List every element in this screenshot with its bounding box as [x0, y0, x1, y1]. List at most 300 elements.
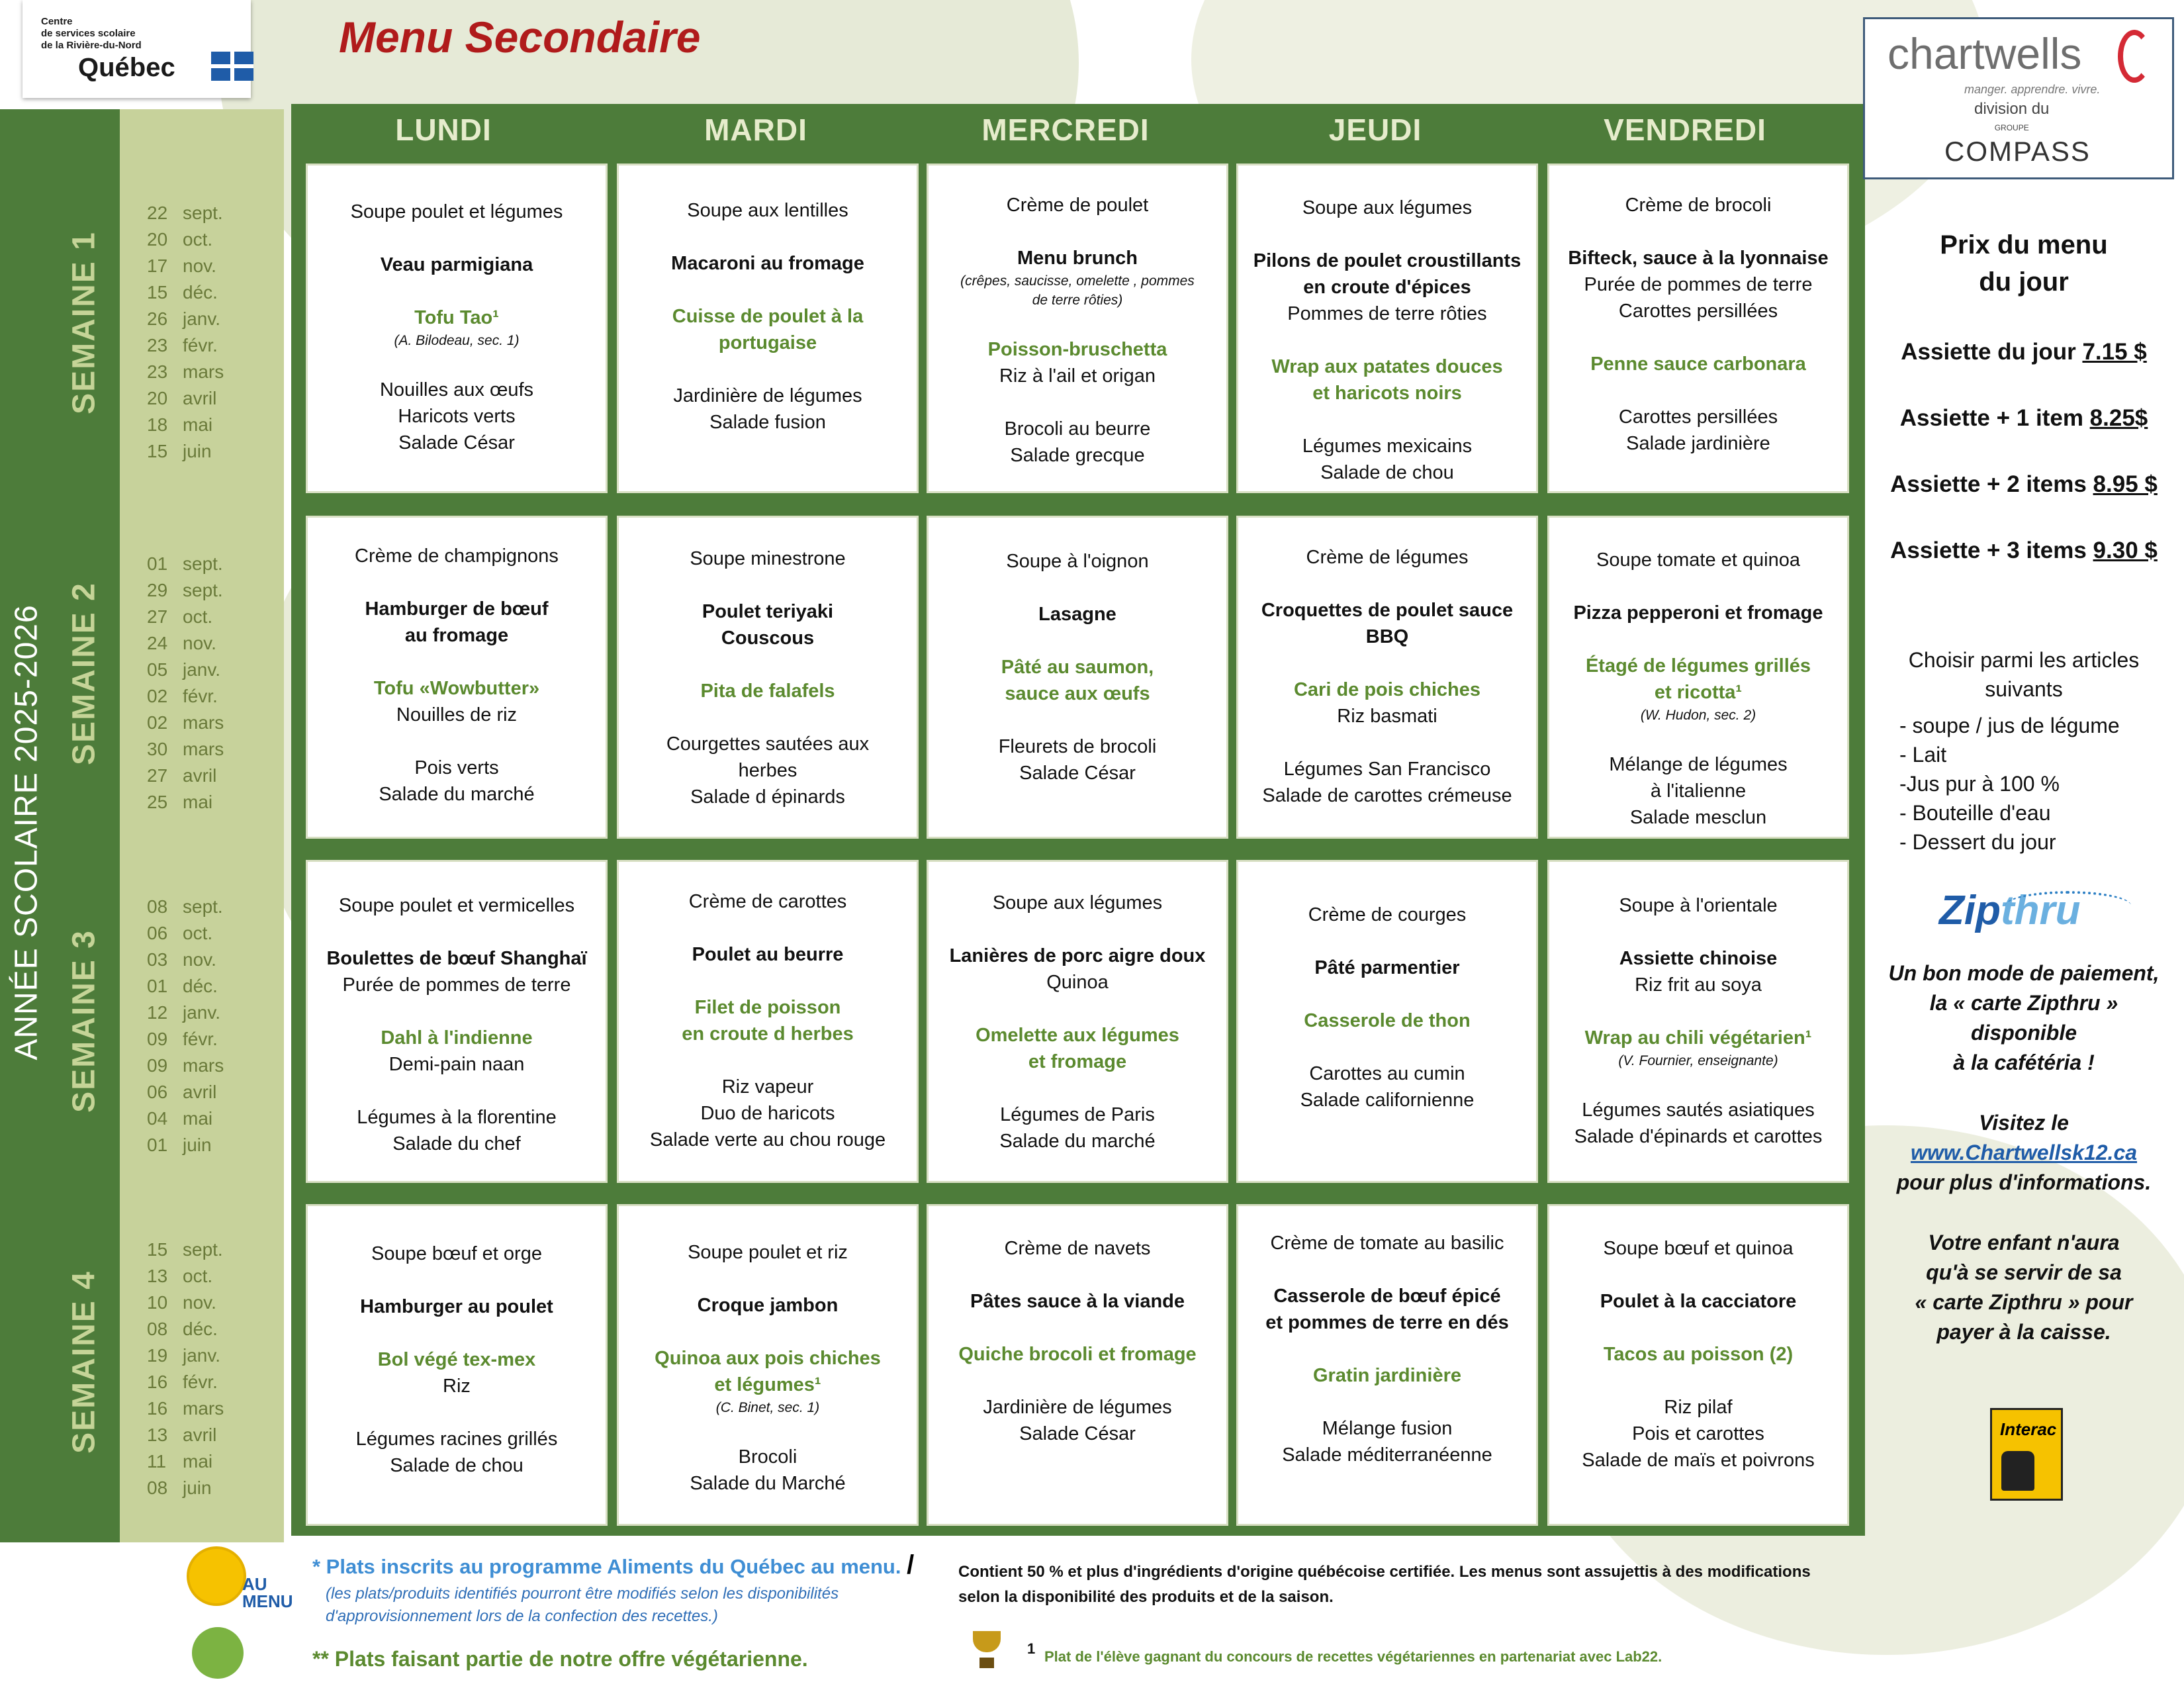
menu-item: Jardinière de légumes [673, 385, 862, 406]
spacer [929, 1315, 1226, 1341]
date-day: 03 [147, 949, 168, 970]
date-month: mars [183, 739, 224, 759]
menu-item: Salade d'épinards et carottes [1574, 1126, 1823, 1147]
spacer [1238, 571, 1536, 597]
vegetarian-dish: Wrap aux patates douces [1271, 356, 1503, 377]
main-dish: Macaroni au fromage [671, 253, 864, 274]
price-value: 8.25$ [2089, 405, 2148, 431]
price-row [1873, 538, 2175, 564]
menu-cell-content [619, 197, 917, 436]
date-month: févr. [183, 686, 218, 706]
division-line: GROUPE [1994, 123, 2029, 132]
menu-cell-content [1238, 902, 1536, 1113]
menu-cell-content [308, 199, 606, 456]
spacer [1549, 1262, 1847, 1288]
menu-item: Salade grecque [1010, 445, 1145, 466]
date-day: 23 [147, 361, 168, 382]
main-dish: Lanières de porc aigre doux [949, 945, 1206, 966]
week-dates [147, 894, 224, 1158]
date-row [147, 710, 224, 736]
menu-item: herbes [738, 760, 797, 781]
vegetarian-dish: Tofu «Wowbutter» [373, 678, 540, 699]
menu-item: Salade méditerranéenne [1282, 1444, 1492, 1466]
dish-note: (V. Fournier, enseignante) [1618, 1053, 1778, 1068]
date-row [147, 332, 224, 359]
menu-item: Crème de courges [1308, 904, 1467, 925]
menu-item: Mélange fusion [1322, 1418, 1453, 1439]
week-dates [147, 551, 224, 816]
org-line: de la Rivière-du-Nord [41, 40, 142, 51]
spacer [308, 350, 606, 377]
main-dish: Hamburger de bœuf [365, 598, 549, 620]
footer-sup: 1 [1027, 1640, 1036, 1657]
date-month: nov. [183, 256, 216, 276]
date-day: 19 [147, 1345, 168, 1366]
date-row [147, 1263, 224, 1289]
date-day: 08 [147, 1319, 168, 1339]
spacer [1238, 981, 1536, 1008]
date-day: 20 [147, 229, 168, 250]
menu-item: Duo de haricots [700, 1103, 835, 1124]
spacer [1238, 650, 1536, 677]
price-value: 9.30 $ [2093, 538, 2158, 563]
date-row [147, 1053, 224, 1079]
date-day: 15 [147, 282, 168, 303]
vegetarian-dish: et haricots noirs [1312, 383, 1462, 404]
spacer [308, 1078, 606, 1104]
choose-items [1899, 711, 2120, 857]
main-dish: Pâté parmentier [1314, 957, 1460, 978]
spacer [1238, 327, 1536, 353]
date-month: avril [183, 765, 217, 786]
footer-content-line: Contient 50 % et plus d'ingrédients d'origine québécoise certifiée. Les menus sont assujettis à des modifications [958, 1563, 1811, 1581]
visit-line: pour plus d'informations. [1896, 1170, 2152, 1194]
vegetarian-dish: Pita de falafels [700, 680, 835, 702]
menu-cell [1236, 164, 1538, 493]
vegetarian-dish: Poisson-bruschetta [987, 339, 1167, 360]
menu-item: Salade de chou [390, 1455, 523, 1476]
date-row [147, 894, 224, 920]
date-day: 06 [147, 1082, 168, 1102]
date-day: 13 [147, 1425, 168, 1445]
menu-item: Mélange de légumes [1609, 754, 1788, 775]
date-row [147, 438, 224, 465]
menu-item: Soupe minestrone [690, 548, 846, 569]
spacer [308, 649, 606, 675]
chartwells-logo [1863, 17, 2174, 179]
menu-cell-content [929, 1235, 1226, 1447]
spacer [308, 225, 606, 252]
date-day: 12 [147, 1002, 168, 1023]
footer-note-aq [312, 1550, 914, 1580]
date-month: déc. [183, 1319, 218, 1339]
footer-note-content [958, 1560, 1811, 1610]
footer-note-text: * Plats inscrits au programme Aliments du Québec au menu. [312, 1555, 901, 1578]
spacer [619, 915, 917, 941]
menu-cell [306, 860, 608, 1183]
main-dish: Couscous [721, 628, 815, 649]
vegetarian-dish: Bol végé tex-mex [377, 1349, 536, 1370]
price-row [1873, 405, 2175, 432]
menu-item: Nouilles de riz [396, 704, 518, 726]
dish-note: (C. Binet, sec. 1) [715, 1400, 820, 1415]
main-dish: au fromage [404, 625, 509, 646]
date-row [147, 200, 224, 226]
menu-cell [1236, 516, 1538, 839]
menu-item: Crème de poulet [1006, 195, 1149, 216]
week-label [66, 582, 102, 765]
menu-cell-content [308, 1241, 606, 1479]
menu-item: Soupe aux lentilles [687, 200, 848, 221]
price-label: Assiette du jour [1901, 339, 2083, 365]
main-dish: Croquettes de poulet sauce [1261, 600, 1514, 621]
date-month: mars [183, 712, 224, 733]
date-day: 01 [147, 976, 168, 996]
menu-item: Crème de tomate au basilic [1270, 1233, 1504, 1254]
vegetarian-dish: et légumes¹ [714, 1374, 821, 1395]
date-day: 22 [147, 203, 168, 223]
date-day: 11 [147, 1451, 167, 1472]
menu-item: Salade du chef [392, 1133, 521, 1154]
date-row [147, 947, 224, 973]
date-day: 05 [147, 659, 168, 680]
menu-cell-content [619, 1239, 917, 1497]
menu-item: Soupe aux légumes [1302, 197, 1473, 218]
date-row [147, 577, 224, 604]
date-row [147, 1237, 224, 1263]
spacer [929, 1075, 1226, 1102]
spacer [619, 224, 917, 250]
spacer [929, 218, 1226, 245]
week-label-text: SEMAINE 4 [66, 1270, 102, 1454]
date-day: 02 [147, 712, 168, 733]
main-dish: Poulet au beurre [692, 944, 844, 965]
list-item: - Lait [1899, 743, 1947, 767]
main-dish: Lasagne [1038, 604, 1116, 625]
day-name: JEUDI [1328, 113, 1422, 147]
menu-cell [306, 164, 608, 493]
date-day: 09 [147, 1055, 168, 1076]
spacer [1238, 1336, 1536, 1362]
menu-cell-content [929, 548, 1226, 786]
vegetarian-dish: Tacos au poisson (2) [1603, 1344, 1794, 1365]
date-day: 01 [147, 1135, 168, 1155]
date-day: 25 [147, 792, 168, 812]
menu-item: Brocoli [738, 1446, 797, 1468]
date-month: déc. [183, 282, 218, 303]
spacer [1549, 626, 1847, 653]
menu-item: Soupe bœuf et quinoa [1603, 1238, 1794, 1259]
menu-item: Légumes sautés asiatiques [1582, 1100, 1815, 1121]
main-dish: Croque jambon [697, 1295, 839, 1316]
price-label: Assiette + 2 items [1890, 471, 2093, 497]
menu-item: Purée de pommes de terre [342, 974, 571, 996]
spacer [1549, 919, 1847, 945]
date-month: sept. [183, 580, 223, 600]
menu-item: Jardinière de légumes [983, 1397, 1172, 1418]
org-line: Centre [41, 16, 73, 27]
price-title-line: du jour [1979, 267, 2069, 297]
date-row [147, 1475, 224, 1501]
menu-item: Salade californienne [1300, 1090, 1475, 1111]
trophy-icon [969, 1631, 1005, 1671]
menu-item: Soupe poulet et vermicelles [338, 895, 575, 916]
payment-line: la « carte Zipthru » [1929, 991, 2118, 1015]
date-row [147, 279, 224, 306]
aq-label [242, 1575, 293, 1610]
main-dish: Bifteck, sauce à la lyonnaise [1568, 248, 1829, 269]
menu-item: Soupe poulet et riz [688, 1242, 848, 1263]
spacer [308, 998, 606, 1025]
menu-item: Demi-pain naan [388, 1054, 525, 1075]
choose-line: Choisir parmi les articles [1908, 648, 2140, 672]
aq-label-line: MENU [242, 1591, 293, 1611]
menu-cell [617, 1204, 919, 1526]
child-line: payer à la caisse. [1936, 1320, 2111, 1344]
spacer [929, 628, 1226, 654]
spacer [619, 572, 917, 598]
spacer [929, 707, 1226, 733]
date-day: 30 [147, 739, 168, 759]
main-dish: Poulet à la cacciatore [1600, 1291, 1797, 1312]
date-day: 27 [147, 765, 168, 786]
menu-cell [1547, 516, 1849, 839]
menu-cell [617, 164, 919, 493]
date-row [147, 306, 224, 332]
date-month: déc. [183, 976, 218, 996]
date-day: 16 [147, 1372, 168, 1392]
spacer [929, 1368, 1226, 1394]
menu-item: Salade mesclun [1629, 807, 1767, 828]
menu-cell [927, 1204, 1228, 1526]
date-row [147, 973, 224, 1000]
vegetarian-dish: Étagé de légumes grillés [1585, 655, 1811, 677]
date-row [147, 1448, 224, 1475]
date-month: sept. [183, 896, 223, 917]
quebec-logo [23, 0, 251, 98]
date-row [147, 789, 224, 816]
interac-logo [1990, 1408, 2063, 1501]
date-month: mai [183, 414, 213, 435]
spacer [1238, 406, 1536, 433]
menu-cell-content [1549, 192, 1847, 457]
date-month: oct. [183, 923, 213, 943]
payment-line: disponible [1971, 1021, 2077, 1045]
menu-cell-content [308, 543, 606, 808]
menu-item: Salade jardinière [1626, 433, 1770, 454]
main-dish: en croute d'épices [1303, 277, 1471, 298]
list-item: - soupe / jus de légume [1899, 714, 2120, 737]
vegetarian-dish: Quinoa aux pois chiches [655, 1348, 881, 1369]
spacer [929, 389, 1226, 416]
vegetarian-dish: Casserole de thon [1304, 1010, 1471, 1031]
spacer [308, 728, 606, 755]
footer-paren-line: (les plats/produits identifiés pourront être modifiés selon les disponibilités [326, 1585, 839, 1603]
date-month: avril [183, 388, 217, 408]
menu-cell-content [308, 892, 606, 1157]
spacer [1549, 998, 1847, 1025]
menu-item: Salade César [398, 432, 515, 453]
day-name: MARDI [704, 113, 807, 147]
spacer [619, 1266, 917, 1292]
aq-label-line: AU [242, 1574, 267, 1594]
menu-item: Crème de navets [1004, 1238, 1151, 1259]
vegetarian-dish: Omelette aux légumes [976, 1025, 1179, 1046]
menu-item: Purée de pommes de terre [1584, 274, 1813, 295]
menu-cell [1236, 860, 1538, 1183]
date-day: 23 [147, 335, 168, 355]
spacer [1549, 725, 1847, 751]
menu-item: Salade César [1019, 763, 1136, 784]
vegetarian-dish: Dahl à l'indienne [381, 1027, 533, 1049]
menu-item: Riz vapeur [721, 1076, 814, 1098]
footer-content-line: selon la disponibilité des produits et de la saison. [958, 1588, 1334, 1606]
date-month: janv. [183, 659, 221, 680]
date-row [147, 1105, 224, 1132]
menu-cell-content [1549, 892, 1847, 1150]
date-month: sept. [183, 203, 223, 223]
date-row [147, 1000, 224, 1026]
menu-item: à l'italienne [1650, 780, 1747, 802]
spacer [1238, 1034, 1536, 1060]
footer-winner-note: Plat de l'élève gagnant du concours de recettes végétariennes en partenariat avec Lab22. [1044, 1648, 1662, 1665]
main-dish: Menu brunch [1017, 248, 1138, 269]
date-row [147, 683, 224, 710]
child-text [1873, 1228, 2175, 1347]
menu-item: Salade César [1019, 1423, 1136, 1444]
thru-text: thru [2000, 888, 2081, 933]
menu-item: Crème de carottes [688, 891, 847, 912]
payment-line: Un bon mode de paiement, [1888, 961, 2160, 985]
date-row [147, 1395, 224, 1422]
list-item: - Bouteille d'eau [1899, 801, 2051, 825]
day-name: VENDREDI [1604, 113, 1766, 147]
vegetarian-dish: portugaise [718, 332, 817, 353]
zip-text: Zip [1939, 888, 2001, 933]
menu-item: Salade verte au chou rouge [649, 1129, 886, 1150]
date-month: avril [183, 1425, 217, 1445]
date-row [147, 920, 224, 947]
vegetarian-dish: Filet de poisson [694, 997, 841, 1018]
date-day: 26 [147, 308, 168, 329]
price-title-line: Prix du menu [1940, 230, 2108, 259]
main-dish: Pâtes sauce à la viande [970, 1291, 1185, 1312]
chartwells-name: chartwells [1888, 29, 2082, 78]
child-line: qu'à se servir de sa [1926, 1260, 2122, 1284]
vegetarian-dish: Wrap au chili végétarien¹ [1584, 1027, 1812, 1049]
menu-item: Légumes racines grillés [355, 1429, 558, 1450]
date-day: 10 [147, 1292, 168, 1313]
menu-cell [927, 860, 1228, 1183]
spacer [1549, 1368, 1847, 1394]
spacer [929, 1262, 1226, 1288]
menu-item: Pois et carottes [1632, 1423, 1764, 1444]
date-month: sept. [183, 1239, 223, 1260]
vegetarian-dish: sauce aux œufs [1005, 683, 1150, 704]
date-month: janv. [183, 1345, 221, 1366]
payment-line: à la cafétéria ! [1953, 1051, 2095, 1074]
date-month: janv. [183, 1002, 221, 1023]
date-month: févr. [183, 1029, 218, 1049]
menu-cell-content [619, 545, 917, 810]
menu-item: Salade fusion [709, 412, 826, 433]
date-month: mars [183, 1055, 224, 1076]
compass-name: COMPASS [1944, 136, 2091, 167]
menu-item: Pommes de terre rôties [1287, 303, 1487, 324]
menu-item: Nouilles aux œufs [379, 379, 534, 400]
date-row [147, 551, 224, 577]
child-line: Votre enfant n'aura [1928, 1231, 2120, 1254]
date-day: 13 [147, 1266, 168, 1286]
vegetarian-dish: et fromage [1028, 1051, 1127, 1072]
price-label: Assiette + 3 items [1890, 538, 2093, 563]
date-row [147, 1132, 224, 1158]
menu-cell-content [1238, 544, 1536, 809]
spacer [1238, 729, 1536, 756]
price-label: Assiette + 1 item [1899, 405, 2090, 431]
menu-item: Soupe à l'orientale [1619, 895, 1778, 916]
menu-cell-content [1549, 547, 1847, 831]
vegetarian-dish: Cari de pois chiches [1293, 679, 1481, 700]
date-month: oct. [183, 606, 213, 627]
date-day: 27 [147, 606, 168, 627]
date-month: oct. [183, 229, 213, 250]
date-row [147, 385, 224, 412]
date-day: 15 [147, 441, 168, 461]
list-item: -Jus pur à 100 % [1899, 772, 2060, 796]
date-day: 20 [147, 388, 168, 408]
menu-item: Soupe tomate et quinoa [1596, 549, 1800, 571]
date-day: 17 [147, 256, 168, 276]
spacer [308, 1267, 606, 1293]
spacer [619, 704, 917, 731]
dish-note: (A. Bilodeau, sec. 1) [394, 333, 520, 348]
spacer [929, 575, 1226, 601]
menu-item: Courgettes sautées aux [666, 733, 870, 755]
vegetarian-dish: Cuisse de poulet à la [672, 306, 864, 327]
date-day: 18 [147, 414, 168, 435]
spacer [619, 651, 917, 678]
spacer [1238, 1389, 1536, 1415]
vegetarian-dish: Quiche brocoli et fromage [958, 1344, 1197, 1365]
spacer [619, 277, 917, 303]
spacer [619, 968, 917, 994]
spacer [1549, 218, 1847, 245]
date-row [147, 253, 224, 279]
menu-item: Quinoa [1046, 972, 1109, 993]
week-dates [147, 1237, 224, 1501]
day-name: LUNDI [395, 113, 492, 147]
date-month: sept. [183, 553, 223, 574]
menu-item: Riz basmati [1337, 706, 1437, 727]
vegetarian-dish: et ricotta¹ [1654, 682, 1743, 703]
main-dish: Pilons de poulet croustillants [1253, 250, 1522, 271]
date-row [147, 736, 224, 763]
org-name: Québec [78, 53, 175, 82]
spacer [929, 916, 1226, 943]
footer-paren-line: d'approvisionnement lors de la confection des recettes.) [326, 1607, 718, 1625]
date-month: mars [183, 361, 224, 382]
date-row [147, 1369, 224, 1395]
date-day: 24 [147, 633, 168, 653]
date-day: 06 [147, 923, 168, 943]
date-month: juin [183, 441, 212, 461]
menu-item: Soupe aux légumes [992, 892, 1163, 914]
website-link[interactable]: www.Chartwellsk12.ca [1910, 1141, 2138, 1164]
date-month: nov. [183, 949, 216, 970]
date-row [147, 1079, 224, 1105]
menu-cell [1547, 860, 1849, 1183]
